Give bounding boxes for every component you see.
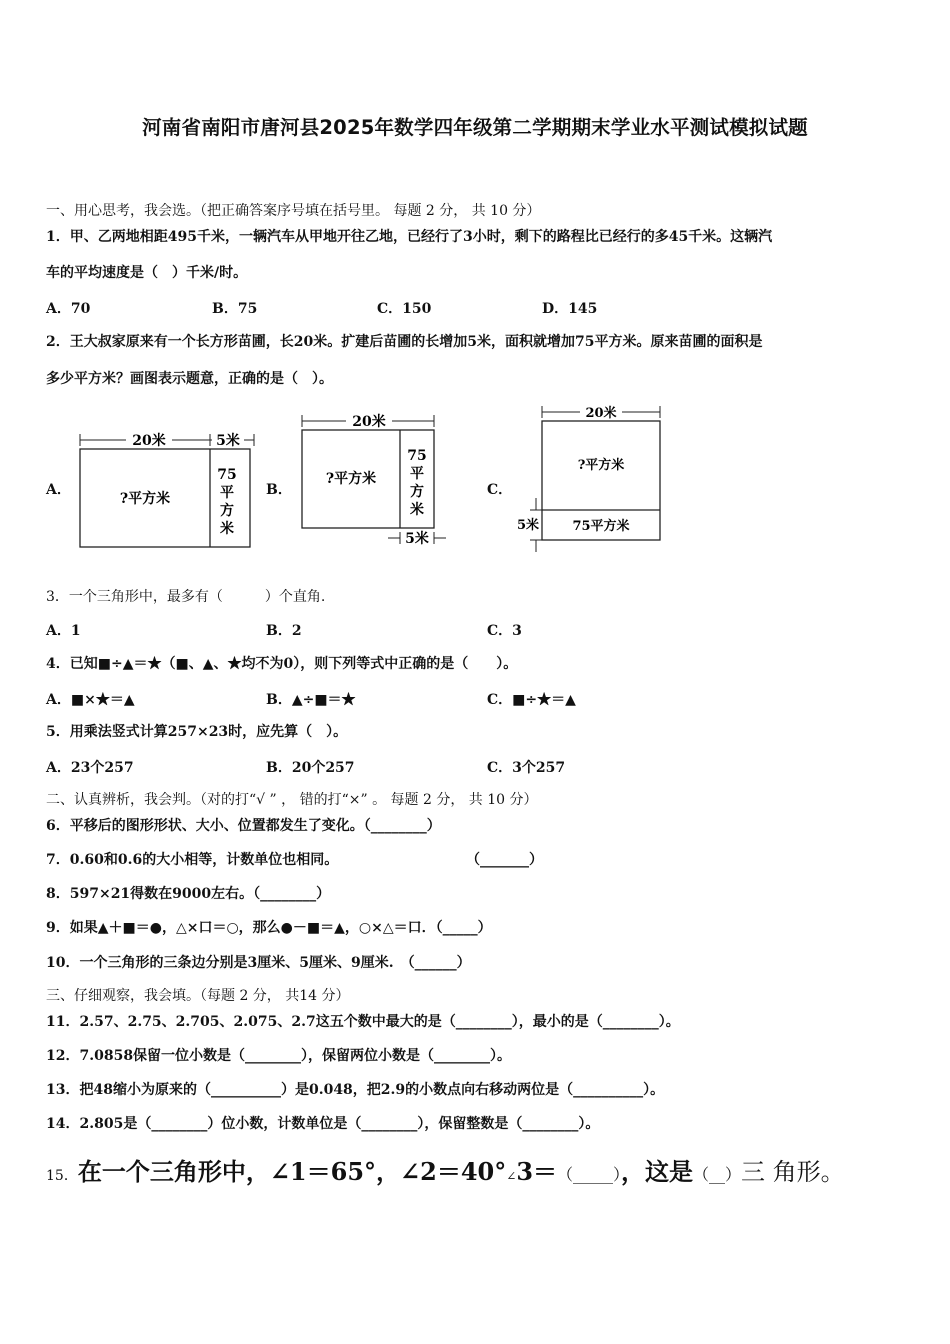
option-b[interactable]: B．▲÷■＝★: [266, 692, 356, 708]
length-5-label: 5米: [516, 518, 540, 533]
question-15-text: 三 角形。: [741, 1158, 845, 1186]
length-5-label: 5米: [216, 433, 240, 449]
question-1-line-1: 1．甲、乙两地相距495千米，一辆汽车从甲地开往乙地，已经行了3小时，剩下的路程比已经行的多45千米。这辆汽: [46, 229, 773, 245]
figure-b-label[interactable]: B．: [266, 482, 292, 498]
figure-c-label[interactable]: C．: [487, 482, 513, 498]
area-label: ?平方米: [325, 471, 377, 487]
area-label: ?平方米: [577, 458, 625, 473]
question-15-text: 3＝: [516, 1157, 558, 1186]
option-b[interactable]: B．2: [266, 623, 302, 639]
area-label: ?平方米: [119, 491, 171, 507]
section-3-heading: 三、仔细观察，我会填。（每题 2 分， 共14 分）: [46, 988, 350, 1004]
question-15-text: ，这是: [621, 1157, 694, 1186]
option-c[interactable]: C．3个257: [487, 760, 566, 776]
question-3-options: [46, 620, 906, 640]
answer-blank[interactable]: （_____）: [557, 1165, 622, 1184]
question-9: 9．如果▲＋■＝●，△×口＝○，那么●－■＝▲，○×△＝口．（_____）: [46, 920, 492, 936]
question-15-text: 在一个三角形中，∠1＝65°，∠2＝40°: [77, 1157, 507, 1186]
question-5-options: [46, 757, 906, 777]
page-title: 河南省南阳市唐河县2025年数学四年级第二学期期末学业水平测试模拟试题: [142, 116, 808, 139]
figure-c-diagram: [510, 402, 670, 554]
option-c[interactable]: C．3: [487, 623, 522, 639]
area-char: 方: [410, 484, 424, 500]
area-char: 平: [220, 485, 234, 501]
length-5-label: 5米: [405, 531, 429, 547]
question-13: 13．把48缩小为原来的（__________）是0.048，把2.9的小数点向右移动两位是（__________）。: [46, 1082, 665, 1098]
question-2-line-1: 2．王大叔家原来有一个长方形苗圃，长20米。扩建后苗圃的长增加5米，面积就增加75平方米。原来苗圃的面积是: [46, 334, 763, 350]
area-75-label: 75: [407, 448, 427, 464]
section-2-heading: 二、认真辨析，我会判。（对的打“√ ” ， 错的打“×” 。 每题 2 分， 共 10 分）: [46, 792, 538, 808]
option-c[interactable]: C．■÷★＝▲: [487, 692, 576, 708]
option-a[interactable]: A．1: [46, 623, 81, 639]
area-char: 方: [220, 503, 234, 519]
option-a[interactable]: A．■×★＝▲: [46, 692, 135, 708]
area-char: 平: [410, 466, 424, 482]
question-8: 8．597×21得数在9000左右。（________）: [46, 886, 331, 902]
question-1-options: [46, 298, 906, 318]
question-10: 10．一个三角形的三条边分别是3厘米、5厘米、9厘米. （______）: [46, 955, 471, 971]
option-b[interactable]: B．75: [212, 301, 258, 317]
question-14: 14．2.805是（________）位小数，计数单位是（________），保留整数是（________）。: [46, 1116, 600, 1132]
question-4-options: [46, 689, 906, 709]
figure-a-diagram: [74, 428, 264, 556]
length-20-label: 20米: [585, 406, 617, 421]
figure-a-label[interactable]: A．: [46, 482, 71, 498]
question-1-line-2: 车的平均速度是（ ）千米/时。: [46, 265, 248, 281]
angle-symbol: ∠: [506, 1169, 517, 1183]
question-5: 5．用乘法竖式计算257×23时，应先算（ ）。: [46, 724, 348, 740]
answer-blank[interactable]: （__）: [693, 1165, 742, 1184]
option-d[interactable]: D．145: [542, 301, 598, 317]
question-4: 4．已知■÷▲＝★（■、▲、★均不为0），则下列等式中正确的是（ ）。: [46, 656, 518, 672]
area-75-label: 75: [217, 467, 237, 483]
option-a[interactable]: A．23个257: [46, 760, 134, 776]
area-char: 米: [220, 521, 234, 537]
area-char: 米: [410, 502, 424, 518]
question-3: 3．一个三角形中，最多有（ ）个直角.: [46, 589, 326, 605]
option-a[interactable]: A．70: [46, 301, 91, 317]
question-7: 7．0.60和0.6的大小相等，计数单位也相同。: [46, 852, 339, 868]
question-15-number: 15．: [46, 1168, 78, 1184]
section-1-heading: 一、用心思考，我会选。（把正确答案序号填在括号里。 每题 2 分， 共 10 分）: [46, 203, 541, 219]
question-11: 11．2.57、2.75、2.705、2.075、2.7这五个数中最大的是（________），最小的是（________）。: [46, 1014, 680, 1030]
figure-b-diagram: [296, 410, 446, 552]
question-6: 6．平移后的图形形状、大小、位置都发生了变化。（________）: [46, 818, 441, 834]
question-15: [46, 1152, 845, 1187]
question-2-line-2: 多少平方米？画图表示题意，正确的是（ ）。: [46, 371, 333, 387]
area-75-label: 75平方米: [572, 519, 630, 534]
option-c[interactable]: C．150: [377, 301, 432, 317]
option-b[interactable]: B．20个257: [266, 760, 355, 776]
length-20-label: 20米: [352, 414, 386, 430]
question-12: 12．7.0858保留一位小数是（________），保留两位小数是（________）。: [46, 1048, 512, 1064]
length-20-label: 20米: [132, 433, 166, 449]
question-7-blank[interactable]: （_______）: [466, 852, 543, 868]
